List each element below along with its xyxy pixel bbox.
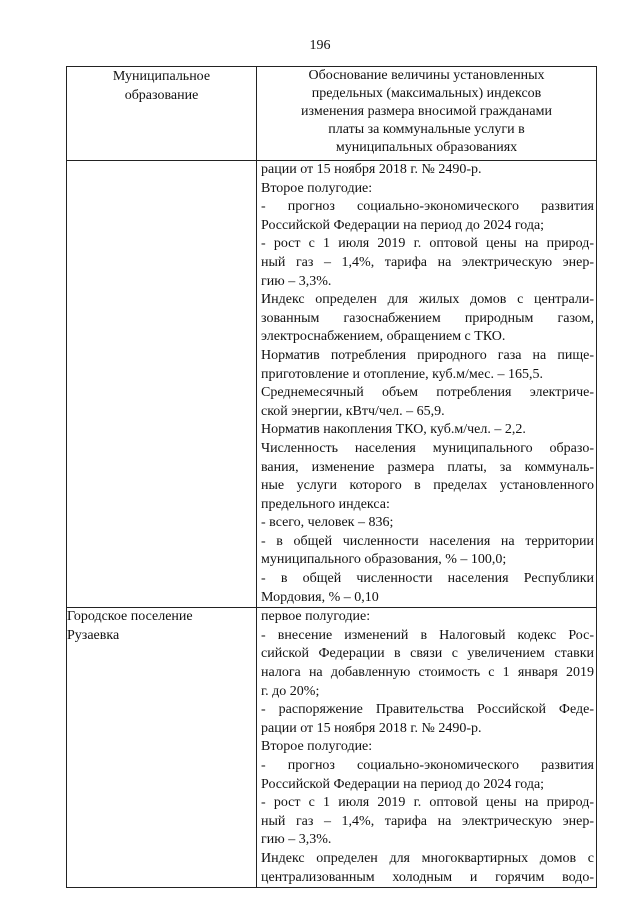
justification-text-line: - в общей численности населения Республики — [261, 571, 594, 587]
justification-text-line: - рост с 1 июля 2019 г. оптовой цены на природ- — [261, 236, 594, 252]
justification-text-line: первое полугодие: — [261, 609, 371, 625]
justification-cell — [257, 161, 597, 608]
justification-text-line: Индекс определен для жилых домов с централи- — [261, 292, 594, 308]
justification-text-line: рации от 15 ноября 2018 г. № 2490-р. — [261, 162, 482, 177]
justification-text-line: электроснабжением, обращением с ТКО. — [261, 329, 506, 345]
justification-text-line: - всего, человек – 836; — [261, 515, 394, 531]
justification-text-line: Среднемесячный объем потребления электриче- — [261, 385, 594, 401]
justification-text-line: Второе полугодие: — [261, 180, 373, 196]
justification-text-line: Индекс определен для многоквартирных домов с — [261, 850, 594, 866]
justification-text-line: ской энергии, кВтч/чел. – 65,9. — [261, 403, 445, 419]
justification-text-line: вания, изменение размера платы, за коммуналь- — [261, 459, 594, 475]
justification-text-line: налога на добавленную стоимость с 1 января 2019 — [261, 665, 594, 681]
header-line: платы за коммунальные услуги в — [328, 122, 525, 137]
table-header-row — [67, 67, 597, 161]
header-line: образование — [124, 88, 199, 103]
municipality-name-line: Рузаевка — [67, 627, 120, 643]
justification-text-line: рации от 15 ноября 2018 г. № 2490-р. — [261, 720, 482, 736]
justification-cell — [257, 608, 597, 888]
table-row — [67, 161, 597, 608]
header-line: муниципальных образованиях — [335, 140, 518, 155]
municipality-name-line: Городское поселение — [67, 609, 193, 625]
justification-text-line: зованным газоснабжением природным газом, — [261, 310, 594, 326]
justification-text-line: - распоряжение Правительства Российской Феде- — [261, 702, 594, 718]
justification-text-line: Норматив потребления природного газа на пище- — [261, 347, 594, 363]
justification-text-line: гию – 3,3%. — [261, 273, 332, 289]
justification-text-line: муниципального образования, % – 100,0; — [261, 552, 507, 568]
justification-text-line: Мордовия, % – 0,10 — [261, 589, 379, 605]
header-line: Муниципальное — [112, 69, 211, 84]
justification-text-line: - прогноз социально-экономического развития — [261, 199, 594, 215]
header-justification — [257, 67, 597, 161]
justification-text-line: предельного индекса: — [261, 496, 390, 512]
table-row — [67, 608, 597, 888]
header-line: предельных (максимальных) индексов — [311, 86, 542, 101]
justification-text-line: сийской Федерации в связи с увеличением ставки — [261, 646, 594, 662]
justification-text-line: ный газ – 1,4%, тарифа на электрическую энер- — [261, 813, 594, 829]
header-municipality — [67, 67, 257, 161]
justification-text-line: Второе полугодие: — [261, 739, 373, 755]
justification-text-line: - в общей численности населения на территории — [261, 533, 594, 549]
justification-text-line: ные услуги которого в пределах установленного — [261, 478, 594, 494]
justification-text-line: - рост с 1 июля 2019 г. оптовой цены на природ- — [261, 795, 594, 811]
justification-text-line: Норматив накопления ТКО, куб.м/чел. – 2,2. — [261, 422, 526, 438]
municipality-cell — [67, 161, 257, 608]
justification-text-line: централизованным холодным и горячим водо- — [261, 869, 594, 885]
justification-text-line: Численность населения муниципального образо- — [261, 440, 594, 456]
justification-text-line: Российской Федерации на период до 2024 года; — [261, 776, 545, 792]
justification-text-line: приготовление и отопление, куб.м/мес. – 165,5. — [261, 366, 544, 382]
justification-text-line: - внесение изменений в Налоговый кодекс Рос- — [261, 627, 594, 643]
tariff-justification-table — [66, 66, 597, 888]
justification-text-line: - прогноз социально-экономического развития — [261, 758, 594, 773]
justification-text-line: г. до 20%; — [261, 683, 320, 699]
justification-text-line: Российской Федерации на период до 2024 года; — [261, 217, 545, 233]
municipality-cell — [67, 608, 257, 888]
header-line: Обоснование величины установленных — [308, 68, 545, 83]
page-number: 196 — [309, 38, 331, 53]
justification-text-line: гию – 3,3%. — [261, 832, 332, 848]
justification-text-line: ный газ – 1,4%, тарифа на электрическую энер- — [261, 254, 594, 270]
header-line: изменения размера вносимой гражданами — [301, 104, 552, 119]
